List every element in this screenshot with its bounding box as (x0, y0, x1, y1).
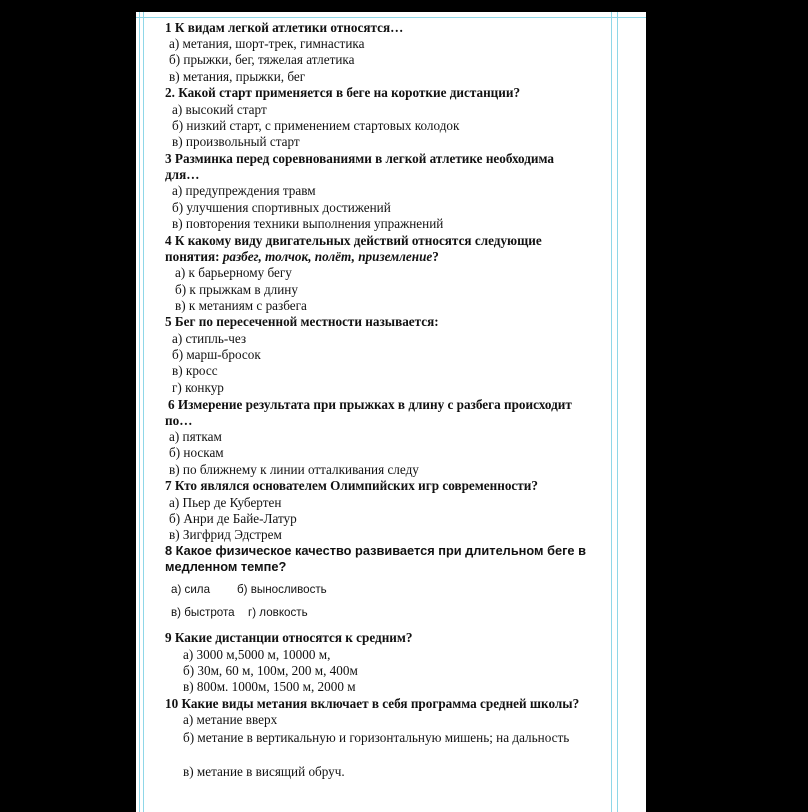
answer-option: в) произвольный старт (172, 134, 300, 149)
answer-option: в) к метаниям с разбега (175, 298, 307, 313)
answer-option: а) метание вверх (183, 712, 278, 727)
margin-guide-right (617, 12, 618, 812)
margin-guide-left-inner (143, 12, 144, 812)
answer-option: г) конкур (172, 380, 224, 395)
italic-terms: разбег, толчок, полёт, приземление (222, 249, 433, 264)
question-title-continued: медленном темпе? (165, 559, 287, 574)
answer-option: в) быстрота (171, 606, 235, 619)
answer-option: б) метание в вертикальную и горизонтальную мишень; на дальность (183, 730, 570, 745)
answer-option: в) 800м. 1000м, 1500 м, 2000 м (183, 679, 356, 694)
question-title: 7 Кто являлся основателем Олимпийских игр современности? (165, 478, 538, 493)
answer-option: б) марш-бросок (172, 347, 261, 362)
answer-option: б) носкам (169, 445, 224, 460)
answer-option: б) 30м, 60 м, 100м, 200 м, 400м (183, 663, 358, 678)
answer-option: а) к барьерному бегу (175, 265, 292, 280)
answer-option: а) Пьер де Кубертен (169, 495, 282, 510)
answer-option: б) к прыжкам в длину (175, 282, 298, 297)
answer-option: б) прыжки, бег, тяжелая атлетика (169, 52, 355, 67)
answer-option: б) Анри де Байе-Латур (169, 511, 297, 526)
question-title-continued: понятия: разбег, толчок, полёт, приземление? (165, 249, 439, 264)
answer-option: г) ловкость (248, 606, 308, 619)
margin-guide-right-inner (611, 12, 612, 812)
answer-option: а) метания, шорт-трек, гимнастика (169, 36, 365, 51)
question-title: 9 Какие дистанции относятся к средним? (165, 630, 413, 645)
answer-option: в) по ближнему к линии отталкивания следу (169, 462, 419, 477)
answer-option: в) метания, прыжки, бег (169, 69, 306, 84)
question-title: 8 Какое физическое качество развивается при длительном беге в (165, 543, 586, 558)
question-title-continued: по… (165, 413, 193, 428)
answer-option: б) выносливость (237, 583, 327, 596)
margin-guide-top (136, 17, 646, 18)
answer-option: а) предупреждения травм (172, 183, 316, 198)
answer-option: а) стипль-чез (172, 331, 247, 346)
question-title: 6 Измерение результата при прыжках в длину с разбега происходит (168, 397, 572, 412)
answer-option: а) 3000 м,5000 м, 10000 м, (183, 647, 331, 662)
answer-option: а) высокий старт (172, 102, 267, 117)
question-title: 5 Бег по пересеченной местности называется: (165, 314, 439, 329)
question-title: 3 Разминка перед соревнованиями в легкой атлетике необходима (165, 151, 555, 166)
question-title: 1 К видам легкой атлетики относятся… (165, 20, 404, 35)
answer-option: а) пяткам (169, 429, 222, 444)
document-page (136, 12, 646, 812)
answer-option: в) кросс (172, 363, 218, 378)
answer-option: б) улучшения спортивных достижений (172, 200, 391, 215)
answer-option: в) повторения техники выполнения упражнений (172, 216, 444, 231)
answer-option: в) метание в висящий обруч. (183, 764, 345, 779)
answer-option: а) сила (171, 583, 211, 596)
answer-option: б) низкий старт, с применением стартовых колодок (172, 118, 460, 133)
margin-guide-left (139, 12, 140, 812)
question-title: 4 К какому виду двигательных действий относятся следующие (165, 233, 542, 248)
question-title: 2. Какой старт применяется в беге на короткие дистанции? (165, 85, 521, 100)
answer-option: в) Зигфрид Эдстрем (169, 527, 282, 542)
question-title: 10 Какие виды метания включает в себя программа средней школы? (165, 696, 580, 711)
question-title-continued: для… (165, 167, 200, 182)
